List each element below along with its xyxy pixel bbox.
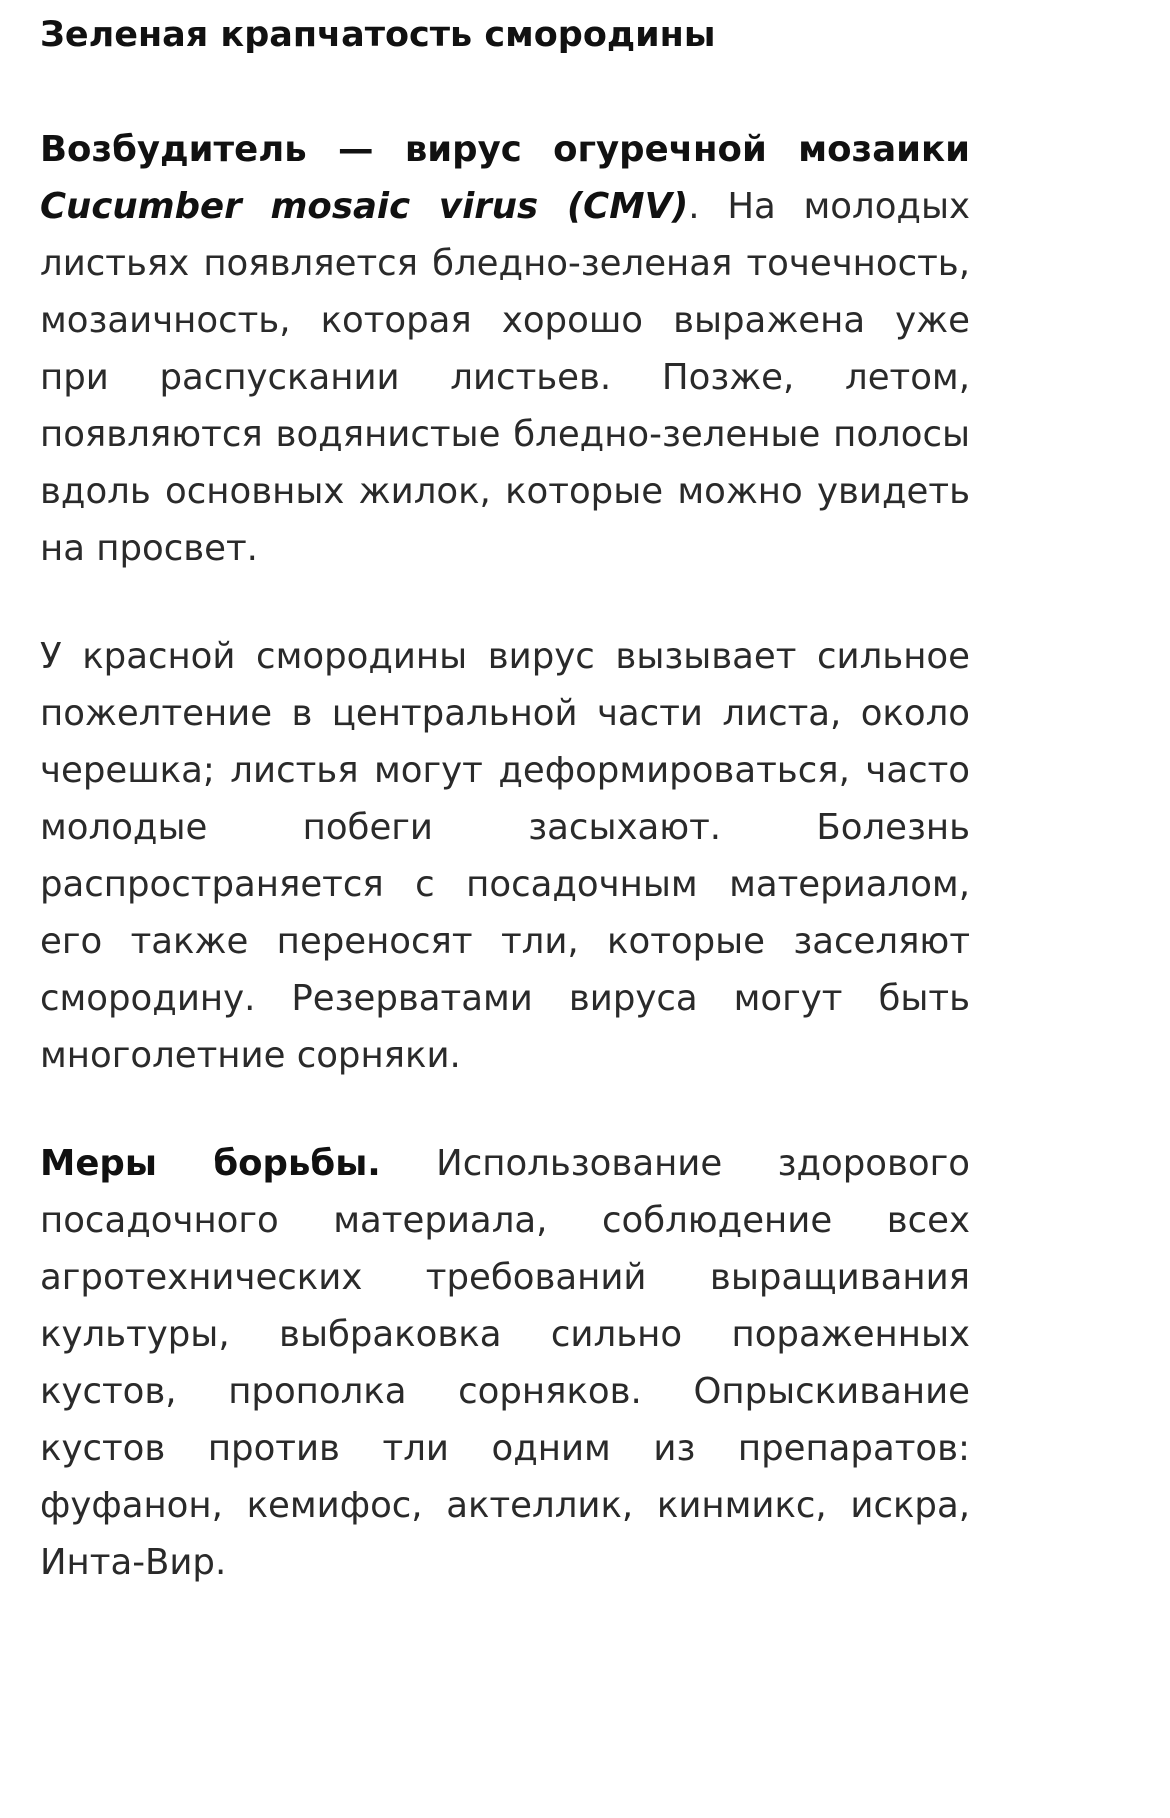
red-currant-paragraph: У красной смородины вирус вызывает сильное пожелтение в центральной части листа, около черешка; листья могут деформироваться, часто молодые побеги засыхают. Болезнь распространяется с посадочным материалом, его также переносят тли, которые заселяют смородину. Резерватами вируса могут быть многолетние сорняки.	[40, 636, 970, 1076]
control-lead: Меры борьбы.	[40, 1143, 381, 1184]
pathogen-lead: Возбудитель — вирус огуречной мозаики	[40, 129, 970, 170]
control-text: Использование здорового посадочного материала, соблюдение всех агротехнических требований выращивания культуры, выбраковка сильно пораженных кустов, прополка сорняков. Опрыскивание кустов против тли одним из препаратов: фуфанон, кемифос, актеллик, кинмикс, искра, Инта-Вир.	[40, 1143, 970, 1583]
article	[40, 0, 970, 1591]
control-paragraph	[40, 1135, 970, 1591]
pathogen-latin-name: Cucumber mosaic virus (CMV)	[40, 186, 689, 227]
pathogen-paragraph	[40, 121, 970, 577]
article-title: Зеленая крапчатость смородины	[40, 15, 716, 55]
pathogen-text: На молодых листьях появляется бледно-зеленая точечность, мозаичность, которая хорошо выражена уже при распускании листьев. Позже, летом, появляются водянистые бледно-зеленые полосы вдоль основных жилок, которые можно увидеть на просвет.	[40, 186, 970, 569]
pathogen-latin-punct: .	[688, 186, 700, 227]
